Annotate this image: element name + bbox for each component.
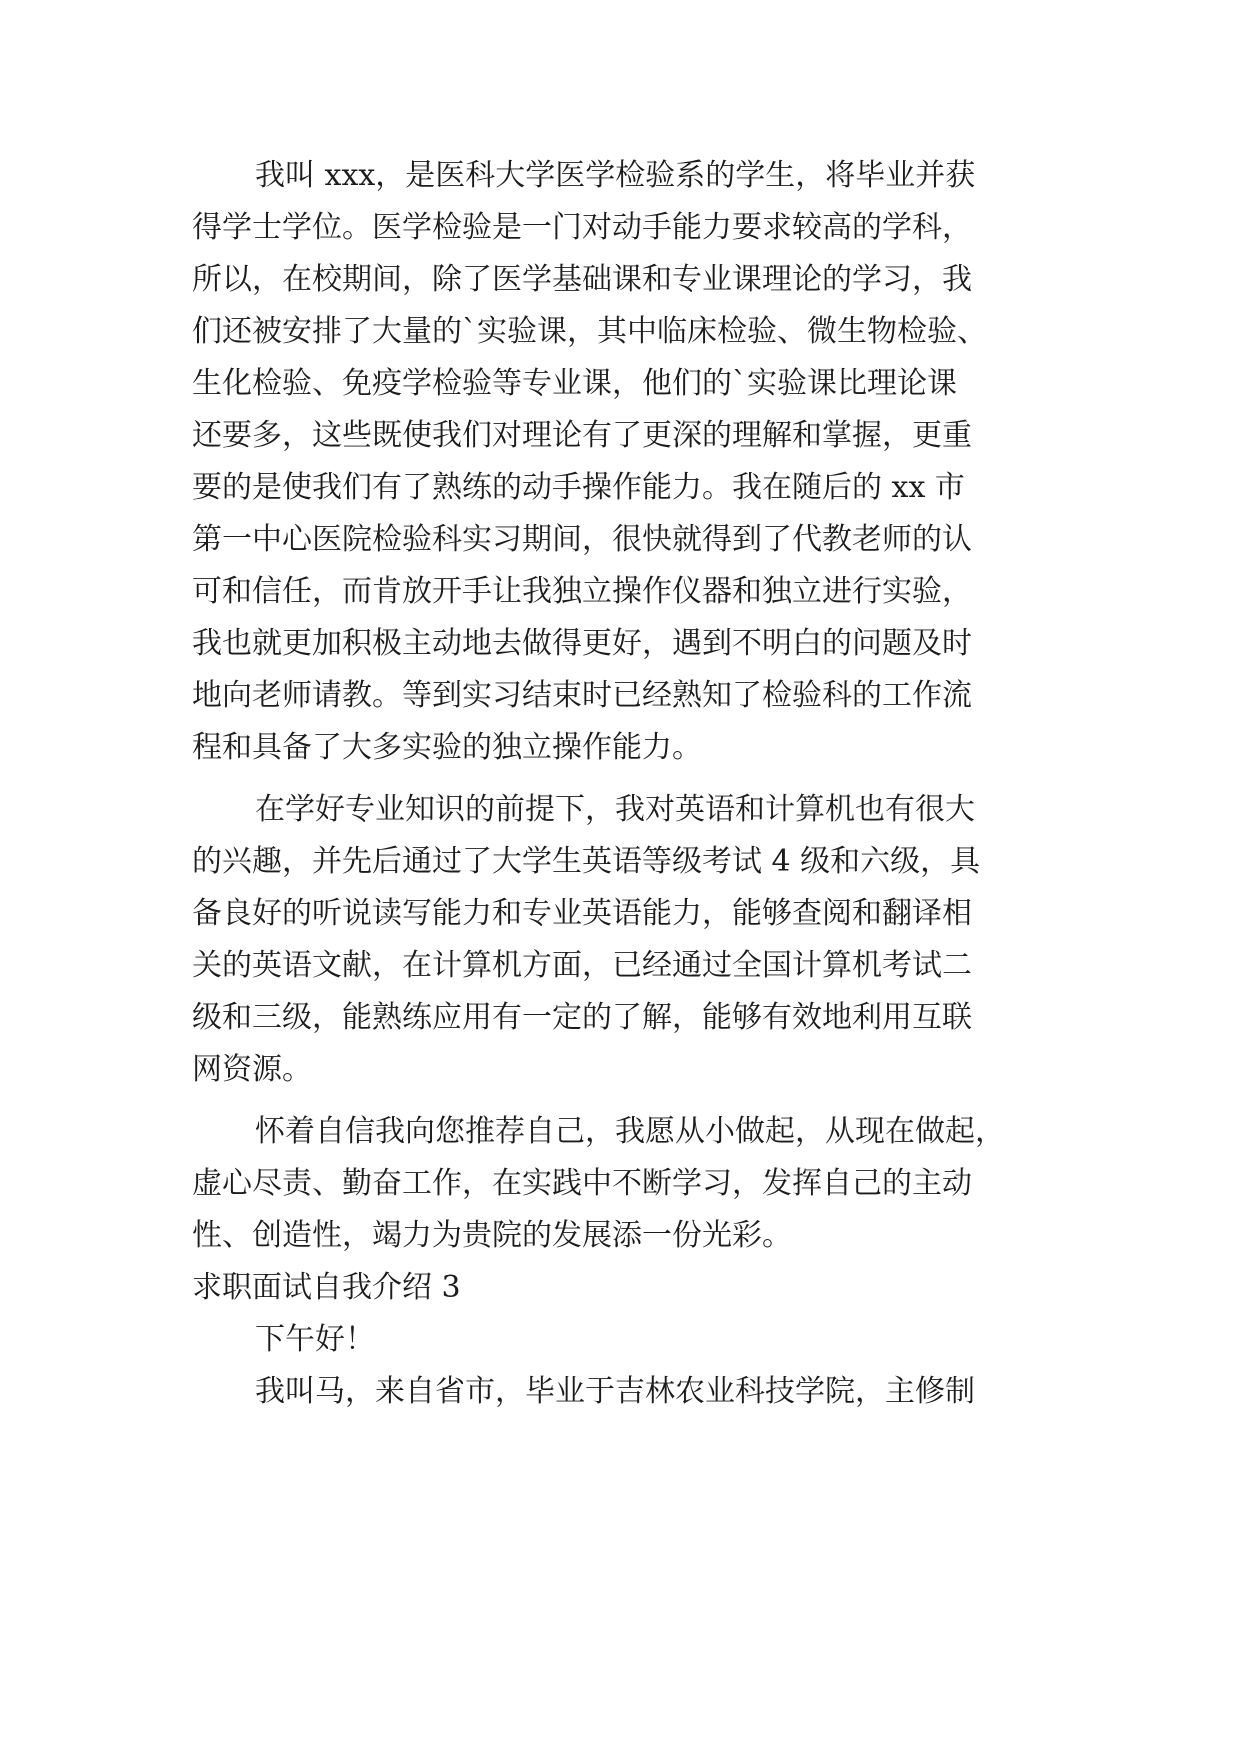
paragraph-2-line-3: 备良好的听说读写能力和专业英语能力，能够查阅和翻译相	[192, 896, 972, 931]
paragraph-1-line-1: 我叫 xxx，是医科大学医学检验系的学生，将毕业并获	[255, 158, 976, 193]
section-heading: 求职面试自我介绍 3	[192, 1270, 461, 1305]
paragraph-1-line-12: 程和具备了大多实验的独立操作能力。	[192, 730, 702, 765]
paragraph-1-line-8: 第一中心医院检验科实习期间，很快就得到了代教老师的认	[192, 522, 972, 557]
paragraph-1-line-4: 们还被安排了大量的`实验课，其中临床检验、微生物检验、	[192, 314, 987, 349]
paragraph-1-line-7: 要的是使我们有了熟练的动手操作能力。我在随后的 xx 市	[192, 470, 965, 505]
paragraph-2-line-4: 关的英语文献，在计算机方面，已经通过全国计算机考试二	[192, 948, 972, 983]
paragraph-4-line-1: 我叫马，来自省市，毕业于吉林农业科技学院，主修制	[255, 1374, 975, 1409]
paragraph-1-line-2: 得学士学位。医学检验是一门对动手能力要求较高的学科，	[192, 210, 972, 245]
paragraph-2-line-2: 的兴趣，并先后通过了大学生英语等级考试 4 级和六级，具	[192, 844, 981, 879]
paragraph-1-line-5: 生化检验、免疫学检验等专业课，他们的`实验课比理论课	[192, 366, 957, 401]
paragraph-3-line-1: 怀着自信我向您推荐自己，我愿从小做起，从现在做起，	[255, 1114, 1005, 1149]
paragraph-3-line-2: 虚心尽责、勤奋工作，在实践中不断学习，发挥自己的主动	[192, 1166, 972, 1201]
paragraph-1-line-9: 可和信任，而肯放开手让我独立操作仪器和独立进行实验，	[192, 574, 972, 609]
paragraph-2-line-1: 在学好专业知识的前提下，我对英语和计算机也有很大	[255, 792, 975, 827]
paragraph-1-line-10: 我也就更加积极主动地去做得更好，遇到不明白的问题及时	[192, 626, 972, 661]
greeting-line: 下午好！	[255, 1322, 375, 1357]
paragraph-3-line-3: 性、创造性，竭力为贵院的发展添一份光彩。	[192, 1218, 792, 1253]
paragraph-1-line-6: 还要多，这些既使我们对理论有了更深的理解和掌握，更重	[192, 418, 972, 453]
paragraph-2-line-6: 网资源。	[192, 1052, 312, 1087]
paragraph-2-line-5: 级和三级，能熟练应用有一定的了解，能够有效地利用互联	[192, 1000, 972, 1035]
paragraph-1-line-3: 所以，在校期间，除了医学基础课和专业课理论的学习，我	[192, 262, 972, 297]
paragraph-1-line-11: 地向老师请教。等到实习结束时已经熟知了检验科的工作流	[192, 678, 972, 713]
